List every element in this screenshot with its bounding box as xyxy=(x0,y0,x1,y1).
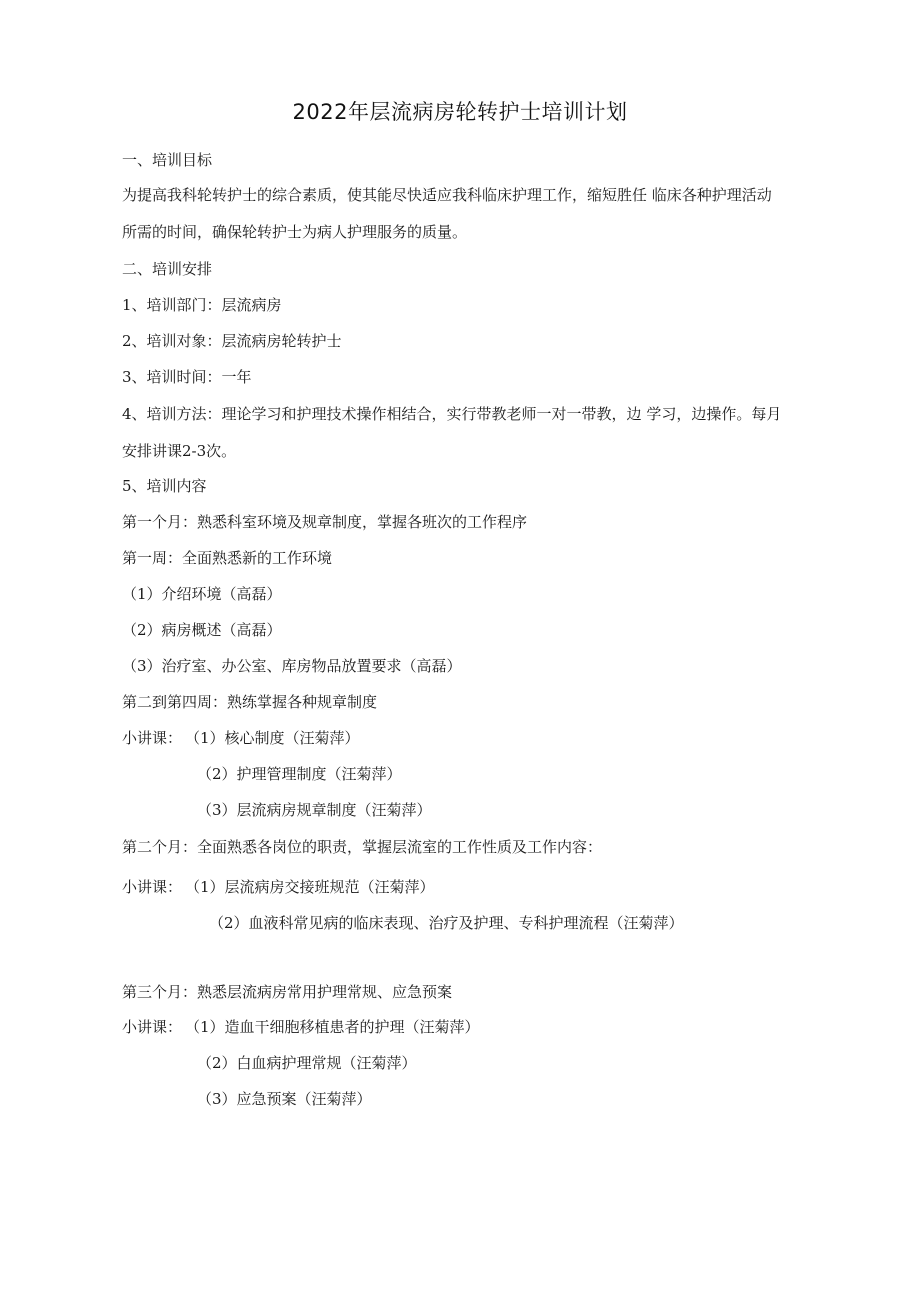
goal-paragraph: 为提高我科轮转护士的综合素质，使其能尽快适应我科临床护理工作，缩短胜任 临床各种护理活动所需的时间，确保轮转护士为病人护理服务的质量。 xyxy=(122,186,772,241)
month1-week1-item: （2）病房概述（高磊） xyxy=(122,621,282,639)
month2-lecture-item: （1）层流病房交接班规范（汪菊萍） xyxy=(185,878,435,896)
arrangement-item-target: 2、培训对象：层流病房轮转护士 xyxy=(122,332,342,350)
month3-lecture-label: 小讲课： xyxy=(122,1018,183,1036)
month1-lecture-item: （2）护理管理制度（汪菊萍） xyxy=(197,765,402,783)
arrangement-item-content: 5、培训内容 xyxy=(122,477,207,495)
month1-lecture-label: 小讲课： xyxy=(122,729,183,747)
month1-lecture-item: （3）层流病房规章制度（汪菊萍） xyxy=(197,801,432,819)
arrangement-item-department: 1、培训部门：层流病房 xyxy=(122,296,282,314)
month3-lecture-item: （3）应急预案（汪菊萍） xyxy=(197,1090,372,1108)
month1-week1-item: （1）介绍环境（高磊） xyxy=(122,585,282,603)
month1-week1-item: （3）治疗室、办公室、库房物品放置要求（高磊） xyxy=(122,657,462,675)
month1-week2-4-heading: 第二到第四周：熟练掌握各种规章制度 xyxy=(122,693,378,711)
month2-lecture-item: （2）血液科常见病的临床表现、治疗及护理、专科护理流程（汪菊萍） xyxy=(209,914,684,932)
month3-lecture-item: （2）白血病护理常规（汪菊萍） xyxy=(197,1054,417,1072)
month3-lecture-item: （1）造血干细胞移植患者的护理（汪菊萍） xyxy=(185,1018,480,1036)
document-title: 2022年层流病房轮转护士培训计划 xyxy=(292,100,628,124)
month1-week1-heading: 第一周：全面熟悉新的工作环境 xyxy=(122,549,333,567)
section-heading-arrangement: 二、培训安排 xyxy=(122,260,213,278)
month1-lecture-item: （1）核心制度（汪菊萍） xyxy=(185,729,360,747)
month2-lecture-label: 小讲课： xyxy=(122,878,183,896)
arrangement-item-duration: 3、培训时间：一年 xyxy=(122,368,252,386)
month1-heading: 第一个月：熟悉科室环境及规章制度，掌握各班次的工作程序 xyxy=(122,513,528,531)
section-heading-goal: 一、培训目标 xyxy=(122,151,213,169)
arrangement-item-method: 4、培训方法：理论学习和护理技术操作相结合，实行带教老师一对一带教，边 学习，边操作。每月安排讲课2-3次。 xyxy=(122,405,782,460)
month3-heading: 第三个月：熟悉层流病房常用护理常规、应急预案 xyxy=(122,983,453,1001)
month2-heading: 第二个月：全面熟悉各岗位的职责，掌握层流室的工作性质及工作内容： xyxy=(122,838,603,856)
